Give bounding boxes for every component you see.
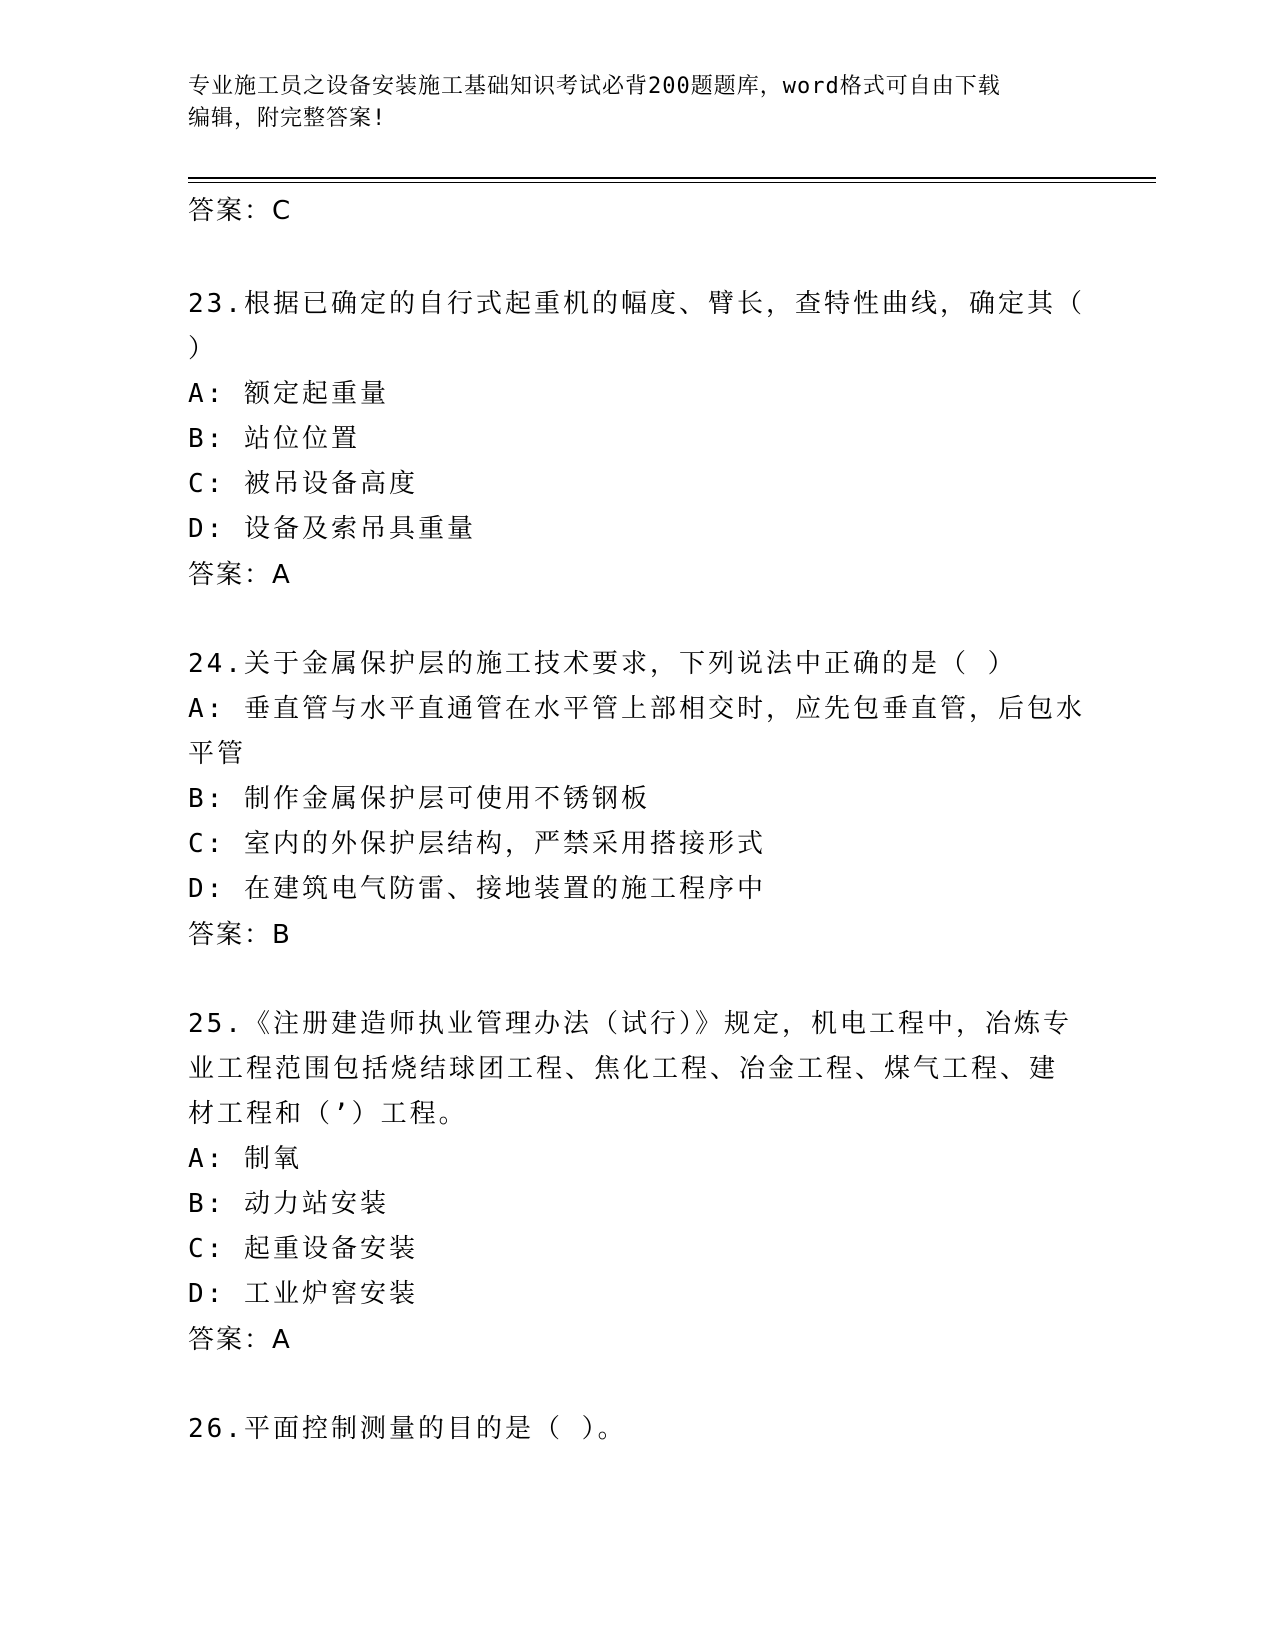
option-b: B: 动力站安装 [188,1189,389,1219]
question-text-line: ） [188,334,218,364]
option-a-continued: 平管 [188,739,247,769]
answer-line: 答案：A [188,1325,292,1355]
answer-line: 答案：A [188,560,292,590]
option-d: D: 设备及索吊具重量 [188,514,476,544]
header-title-line-2: 编辑，附完整答案! [188,106,387,131]
option-a: A: 垂直管与水平直通管在水平管上部相交时，应先包垂直管，后包水 [188,694,1085,724]
option-d: D: 工业炉窖安装 [188,1279,418,1309]
answer-line: 答案：B [188,920,292,950]
question-list [188,188,1088,1452]
header-divider-thin [188,182,1156,183]
option-c: C: 起重设备安装 [188,1234,418,1264]
option-c: C: 室内的外保护层结构，严禁采用搭接形式 [188,829,766,859]
question-text-line: 材工程和（’）工程。 [188,1099,468,1129]
option-a: A: 额定起重量 [188,379,389,409]
question-25 [188,1002,1088,1137]
answer-line: 答案：C [188,196,293,226]
question-text-line: 25.《注册建造师执业管理办法（试行）》规定，机电工程中，冶炼专 [188,1009,1072,1039]
question-25-options [188,1137,1088,1317]
question-text-line: 24.关于金属保护层的施工技术要求，下列说法中正确的是（ ） [188,649,1017,679]
header-divider [188,177,1156,179]
option-a: A: 制氧 [188,1144,302,1174]
option-d: D: 在建筑电气防雷、接地装置的施工程序中 [188,874,766,904]
question-text-line: 23.根据已确定的自行式起重机的幅度、臂长，查特性曲线，确定其（ [188,289,1085,319]
question-24 [188,642,1088,687]
question-26 [188,1407,1088,1452]
option-b: B: 站位位置 [188,424,360,454]
question-24-options [188,687,1088,912]
option-c: C: 被吊设备高度 [188,469,418,499]
question-text-line: 26.平面控制测量的目的是（ ）。 [188,1414,627,1444]
document-header [188,71,1068,135]
header-title-line-1: 专业施工员之设备安装施工基础知识考试必背200题题库，word格式可自由下载 [188,74,1001,99]
option-b: B: 制作金属保护层可使用不锈钢板 [188,784,650,814]
question-text-line: 业工程范围包括烧结球团工程、焦化工程、冶金工程、煤气工程、建 [188,1054,1059,1084]
question-23 [188,282,1088,372]
question-23-options [188,372,1088,552]
